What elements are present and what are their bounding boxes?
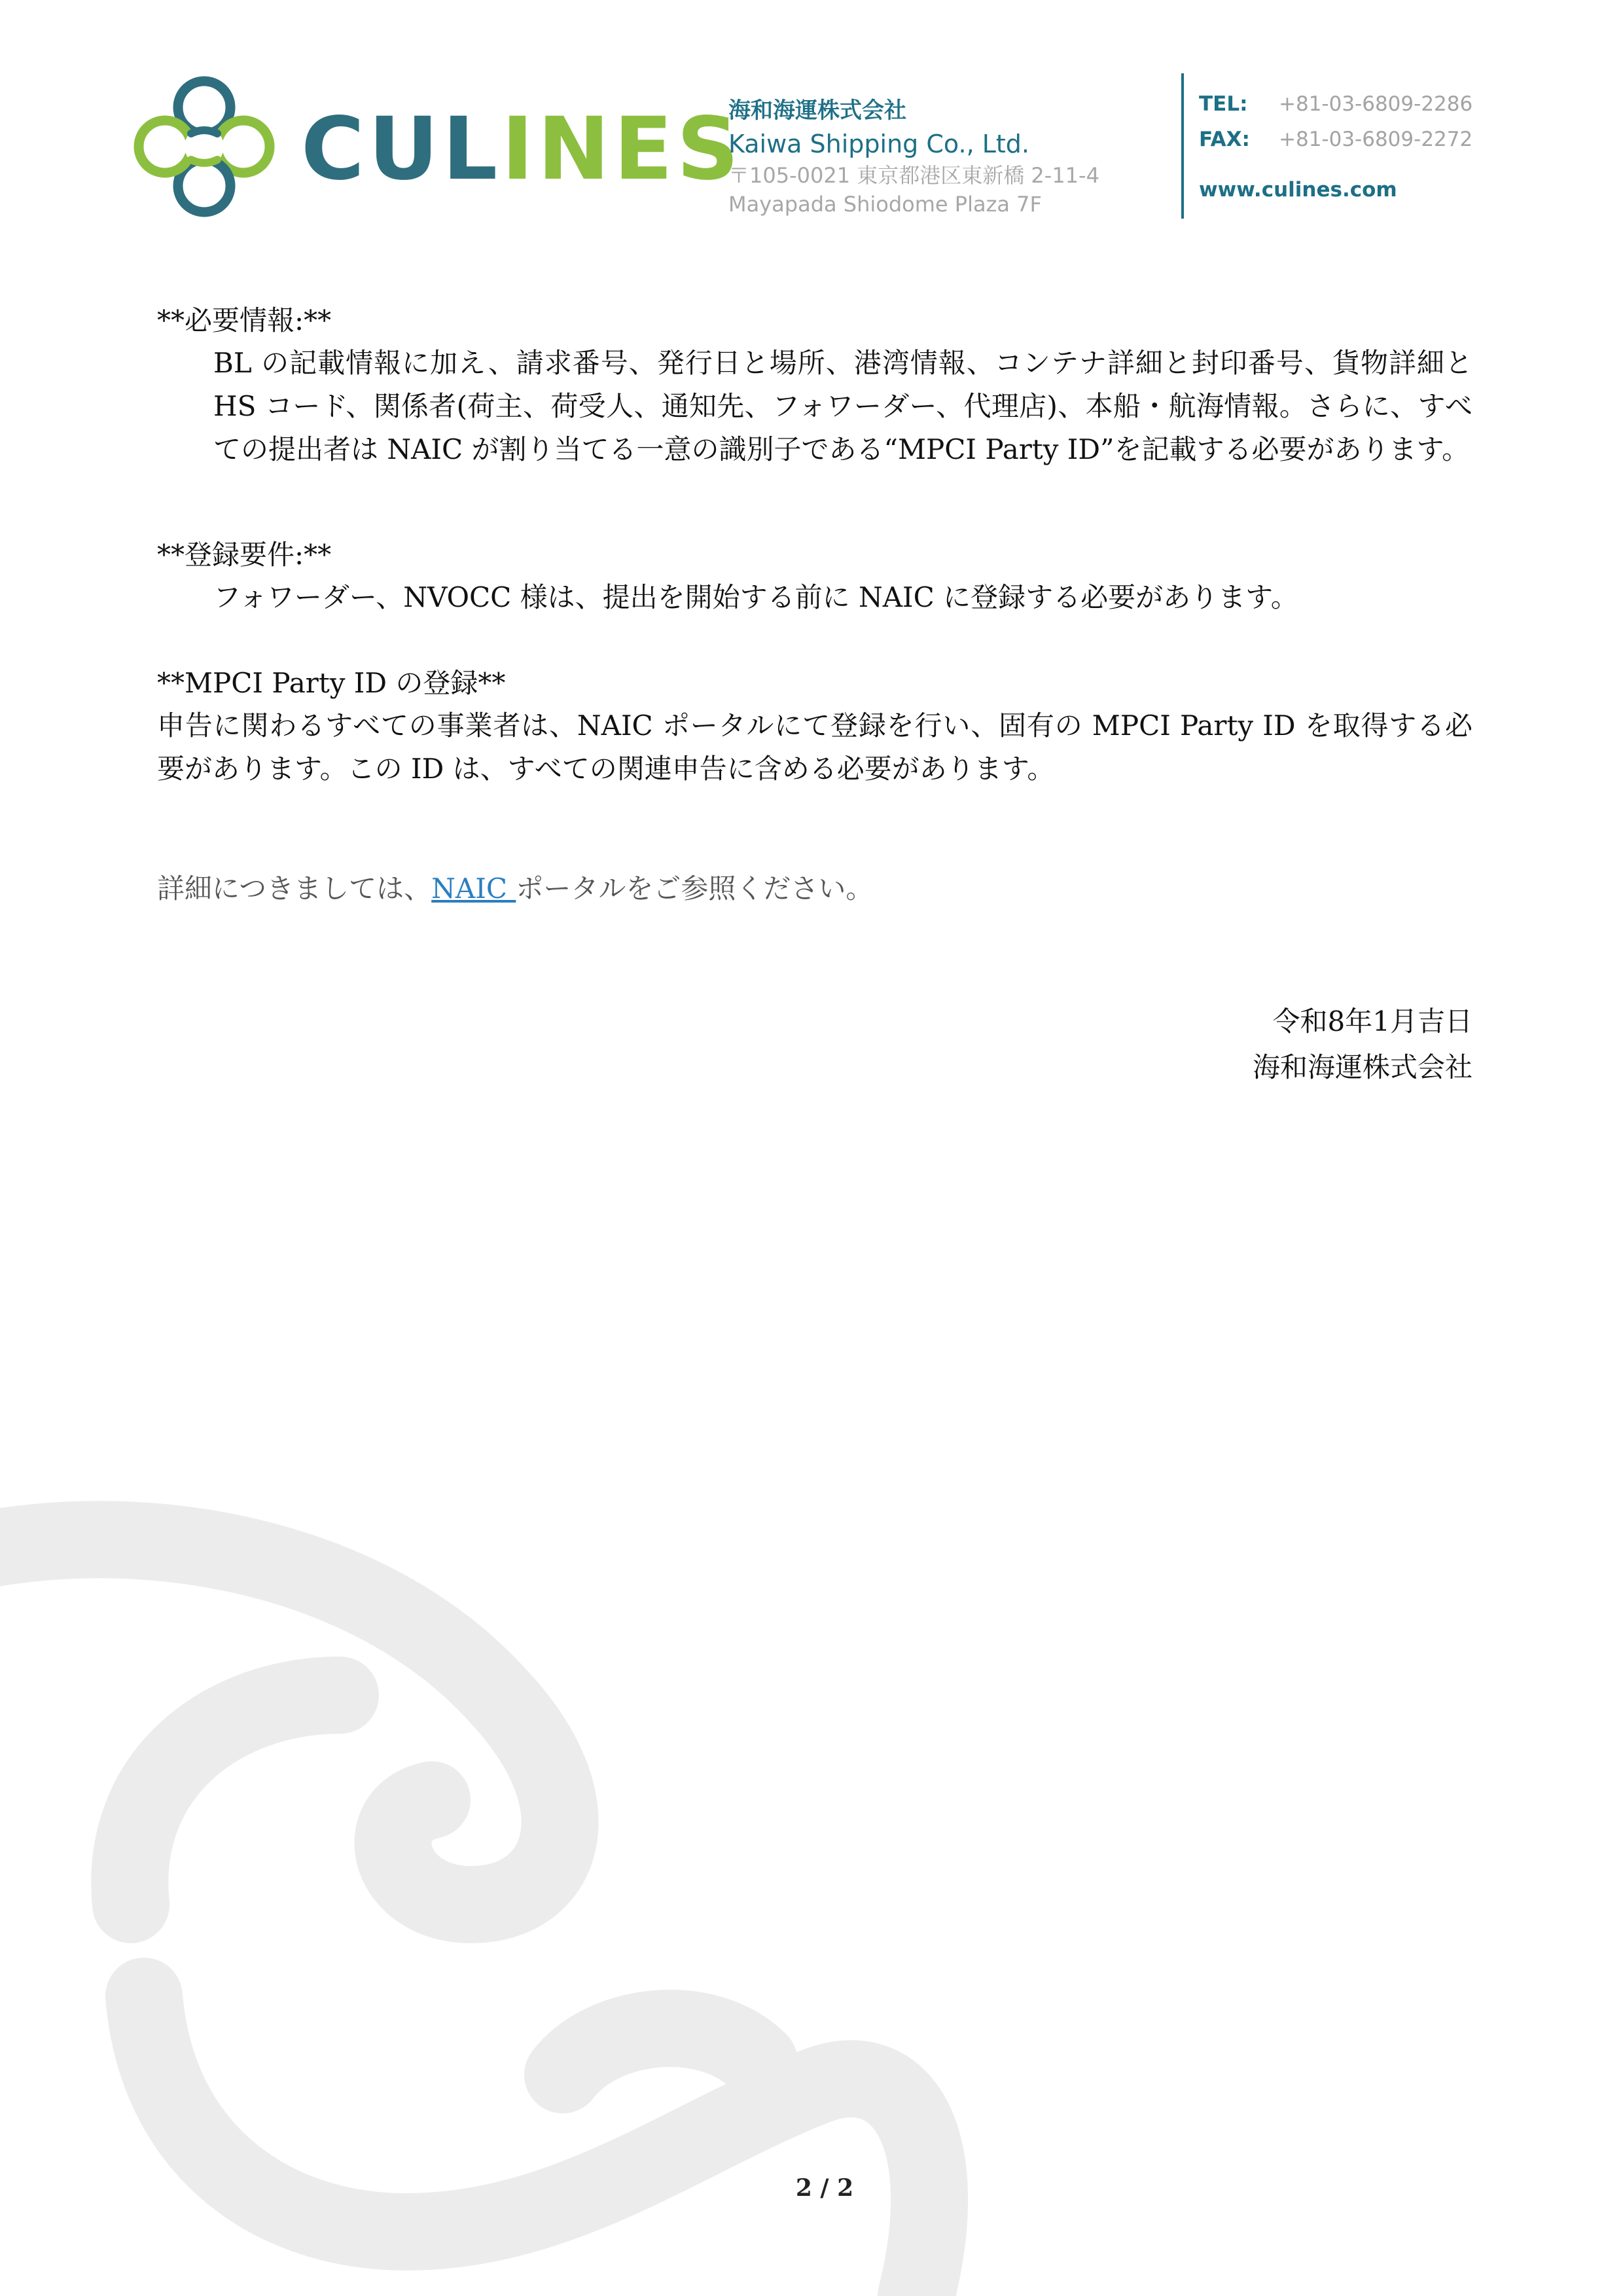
address-jp: 〒105-0021 東京都港区東新橋 2-11-4 xyxy=(728,163,1099,188)
company-info xyxy=(728,94,1099,219)
registration-text: フォワーダー、NVOCC 様は、提出を開始する前に NAIC に登録する必要があります。 xyxy=(213,581,1298,613)
company-name-jp: 海和海運株式会社 xyxy=(728,98,906,124)
company-name-en: Kaiwa Shipping Co., Ltd. xyxy=(728,130,1030,158)
required-info-heading: **必要情報:** xyxy=(157,304,332,336)
letter-body xyxy=(157,300,1472,1090)
logo-text-part-b: INES xyxy=(501,99,743,200)
naic-portal-link[interactable]: NAIC xyxy=(431,872,516,905)
tel-label: TEL: xyxy=(1199,92,1248,116)
registration-heading: **登録要件:** xyxy=(157,539,332,571)
signature-date: 令和8年1月吉日 xyxy=(1272,1005,1472,1037)
party-id-heading: **MPCI Party ID の登録** xyxy=(157,667,506,699)
fax-label: FAX: xyxy=(1199,128,1250,151)
page-number: 2 / 2 xyxy=(795,2174,854,2202)
signature-company: 海和海運株式会社 xyxy=(1252,1051,1472,1083)
header-divider xyxy=(1181,73,1184,219)
website-link[interactable]: www.culines.com xyxy=(1199,178,1397,202)
reference-line xyxy=(157,868,1472,910)
culines-logo-mark-icon xyxy=(128,71,280,223)
contact-info xyxy=(1199,86,1472,202)
reference-prefix: 詳細につきましては、 xyxy=(157,872,432,905)
fax-value: +81-03-6809-2272 xyxy=(1279,128,1473,151)
address-en: Mayapada Shiodome Plaza 7F xyxy=(728,192,1042,217)
tel-row xyxy=(1199,86,1472,122)
party-id-text: 申告に関わるすべての事業者は、NAIC ポータルにて登録を行い、固有の MPCI Party ID を取得する必要があります。この ID は、すべての関連申告に含める必要があります。 xyxy=(157,709,1472,785)
fax-row xyxy=(1199,122,1472,157)
required-info-text: BL の記載情報に加え、請求番号、発行日と場所、港湾情報、コンテナ詳細と封印番号、貨物詳細と HS コード、関係者(荷主、荷受人、通知先、フォワーダー、代理店)、本船・航海情報。さらに、すべての提出者は NAIC が割り当てる一意の識別子である“MPCI Party ID”を記載する必要があります。 xyxy=(213,347,1472,465)
culines-logo-wordmark xyxy=(301,97,743,202)
tel-value: +81-03-6809-2286 xyxy=(1279,92,1473,116)
reference-suffix: ポータルをご参照ください。 xyxy=(516,872,874,905)
logo-text-part-a: CUL xyxy=(301,99,502,200)
signature-block xyxy=(157,999,1472,1090)
